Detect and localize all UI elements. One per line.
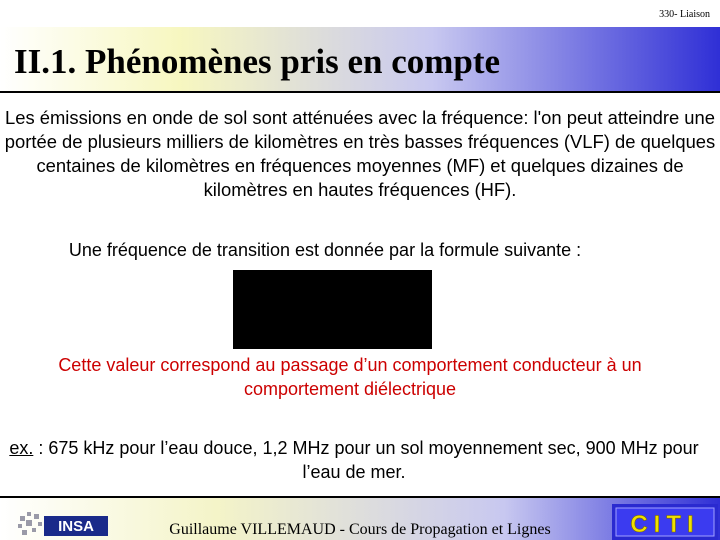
slide-number: 330- Liaison xyxy=(659,9,710,20)
footer-divider xyxy=(0,496,720,498)
footer-text: Guillaume VILLEMAUD - Cours de Propagation et Lignes xyxy=(169,521,551,538)
body-paragraph-attenuation: Les émissions en onde de sol sont atténuées avec la fréquence: l'on peut atteindre une portée de plusieurs milliers de kilomètres en très basses fréquences (VLF) de quelques centaines de kilomètres en fréquences moyennes (MF) et quelques dizaines de kilomètres en hautes fréquences (HF). xyxy=(4,107,716,200)
example-label: ex. xyxy=(9,438,34,458)
insa-logo xyxy=(16,506,112,540)
insa-logo-text: INSA xyxy=(58,518,94,535)
example-text: : 675 kHz pour l’eau douce, 1,2 MHz pour un sol moyennement sec, 900 MHz pour l’eau de mer. xyxy=(33,438,699,482)
slide-title: II.1. Phénomènes pris en compte xyxy=(14,42,501,81)
body-paragraph-transition: Une fréquence de transition est donnée par la formule suivante : xyxy=(68,240,582,260)
citi-logo-text: CITI xyxy=(630,511,700,538)
formula-image xyxy=(233,270,432,349)
title-divider xyxy=(0,91,720,93)
example-paragraph xyxy=(0,436,708,484)
citi-logo xyxy=(612,504,718,540)
body-paragraph-behavior: Cette valeur correspond au passage d’un comportement conducteur à un comportement diélectrique xyxy=(58,355,642,399)
